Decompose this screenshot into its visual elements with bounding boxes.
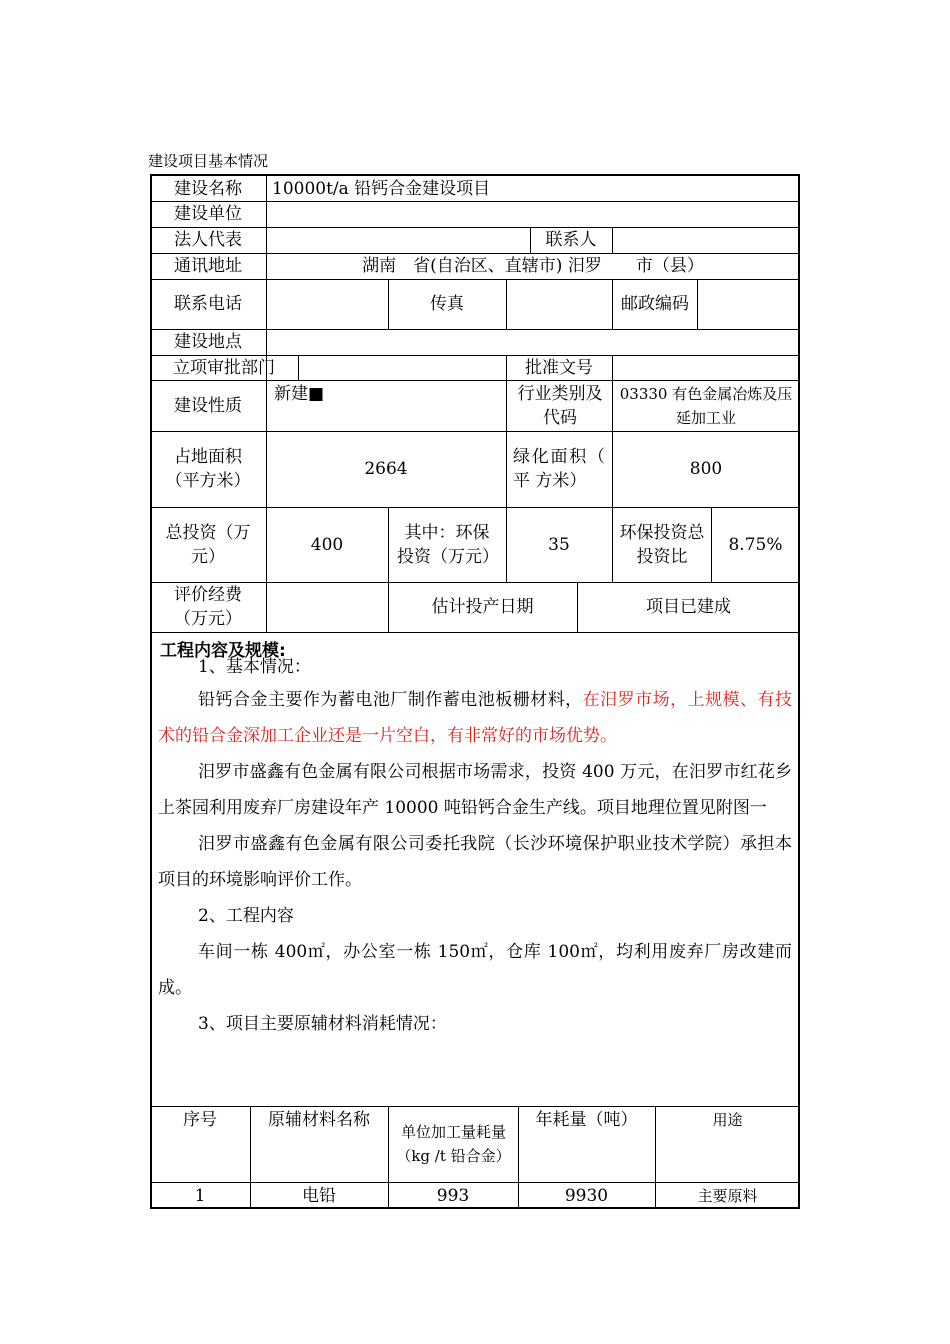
name-label: 建设名称 bbox=[174, 178, 242, 199]
area-label: 占地面积（平方米） bbox=[165, 447, 251, 491]
subheading-content: 2、工程内容 bbox=[198, 906, 294, 926]
industry-value: 03330 有色金属冶炼及压延加工业 bbox=[619, 384, 793, 427]
address-value: 湖南 省(自治区、直辖市) 汨罗 市（县） bbox=[362, 256, 704, 276]
subheading-materials: 3、项目主要原辅材料消耗情况： bbox=[198, 1014, 447, 1034]
material-header-unit: 单位加工量耗量（kg /t 铅合金） bbox=[396, 1123, 511, 1165]
paragraph-investment: 汨罗市盛鑫有色金属有限公司根据市场需求，投资 400 万元，在汨罗市红花乡上茶园利用废弃厂房建设年产 10000 吨铅钙合金生产线。项目地理位置见附图一 bbox=[158, 762, 792, 818]
address-label: 通讯地址 bbox=[174, 256, 242, 276]
nature-label: 建设性质 bbox=[174, 395, 242, 416]
fax-label: 传真 bbox=[430, 294, 464, 314]
name-value: 10000t/a 铅钙合金建设项目 bbox=[272, 178, 491, 199]
paragraph-buildings: 车间一栋 400㎡，办公室一栋 150㎡，仓库 100㎡，均利用废弃厂房改建而成。 bbox=[158, 942, 792, 998]
subheading-basic: 1、基本情况： bbox=[198, 657, 311, 677]
green-label: 绿化面积（ 平 方米） bbox=[513, 447, 605, 491]
date-label: 估计投产日期 bbox=[431, 597, 534, 617]
material-header-name: 原辅材料名称 bbox=[268, 1110, 370, 1130]
paragraph-intro: 铅钙合金主要作为蓄电池厂制作蓄电池板栅材料，在汨罗市场，上规模、有技术的铅合金深加工企业还是一片空白，有非常好的市场优势。 bbox=[158, 690, 793, 746]
unit-label: 建设单位 bbox=[174, 204, 242, 224]
nature-value: 新建■ bbox=[274, 384, 325, 404]
paragraph-entrust: 汨罗市盛鑫有色金属有限公司委托我院（长沙环境保护职业技术学院）承担本项目的环境影响评价工作。 bbox=[158, 834, 792, 890]
postcode-label: 邮政编码 bbox=[621, 294, 689, 314]
ratio-label: 环保投资总投资比 bbox=[619, 522, 705, 567]
date-value: 项目已建成 bbox=[646, 597, 731, 617]
material-row-no: 1 bbox=[194, 1185, 206, 1206]
material-header-use: 用途 bbox=[712, 1111, 743, 1129]
fee-label: 评价经费（万元） bbox=[174, 585, 242, 629]
content-body bbox=[158, 652, 792, 1042]
invest-value: 400 bbox=[310, 534, 344, 555]
section-heading: 工程内容及规模: bbox=[160, 641, 286, 661]
env-invest-value: 35 bbox=[548, 534, 570, 555]
legal-label: 法人代表 bbox=[174, 230, 242, 250]
material-row-annual: 9930 bbox=[564, 1185, 609, 1206]
site-label: 建设地点 bbox=[174, 332, 242, 352]
contact-label: 联系人 bbox=[545, 230, 597, 250]
material-row-use: 主要原料 bbox=[697, 1186, 758, 1205]
env-invest-label: 其中：环保投资（万元） bbox=[397, 522, 499, 567]
approval-dept-label: 立项审批部门 bbox=[173, 357, 275, 378]
material-header-annual: 年耗量（吨） bbox=[535, 1110, 638, 1130]
ratio-value: 8.75% bbox=[728, 534, 783, 555]
industry-label: 行业类别及代码 bbox=[517, 383, 603, 428]
green-value: 800 bbox=[689, 459, 723, 479]
material-row-unit: 993 bbox=[436, 1185, 470, 1206]
area-value: 2664 bbox=[364, 459, 408, 479]
material-row-name: 电铅 bbox=[302, 1185, 336, 1206]
material-header-no: 序号 bbox=[183, 1110, 217, 1130]
invest-label: 总投资（万元） bbox=[165, 522, 251, 567]
approval-no-label: 批准文号 bbox=[525, 357, 593, 378]
table-caption: 建设项目基本情况 bbox=[148, 152, 269, 170]
phone-label: 联系电话 bbox=[174, 294, 242, 314]
